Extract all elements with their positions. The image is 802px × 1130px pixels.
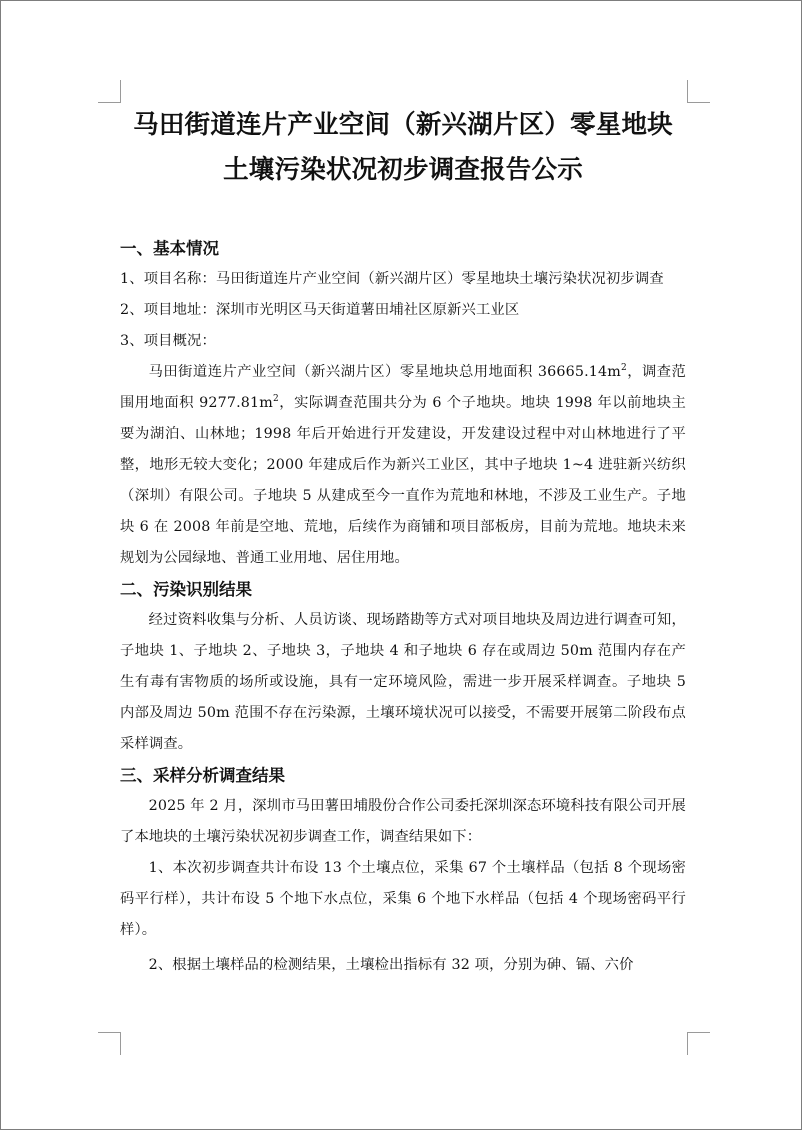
title-line-1: 马田街道连片产业空间（新兴湖片区）零星地块: [133, 110, 673, 140]
project-name: 1、项目名称：马田街道连片产业空间（新兴湖片区）零星地块土壤污染状况初步调查: [120, 271, 664, 287]
section-3-heading: 三、采样分析调查结果: [120, 766, 285, 785]
project-overview: 马田街道连片产业空间（新兴湖片区）零星地块总用地面积 $36665.14m^2$，调查范围用地面积 $9277.81m^2$，实际调查范围共分为 6 个子地块。地块 1998 年以前地块主要为湖泊、山林地；1998 年后开始进行开发建设，开发建设过程中对山林地进行了平整，地形无较大变化；2000 年建成后作为新兴工业区，其中子地块 1~4 进驻新兴纺织（深圳）有限公司。子地块 5 从建成至今一直作为荒地和林地，不涉及工业生产。子地块 6 在 2008 年前是空地、荒地，后续作为商铺和项目部板房，目前为荒地。地块未来规划为公园绿地、普通工业用地、居住用地。: [120, 363, 686, 566]
corner-mark-bottom-left: [98, 1032, 121, 1055]
corner-mark-top-left: [98, 80, 121, 103]
project-overview-label: 3、项目概况：: [120, 333, 216, 349]
section-1-heading: 一、基本情况: [120, 239, 219, 258]
section-2-heading: 二、污染识别结果: [120, 580, 252, 599]
sampling-result-2: 2、根据土壤样品的检测结果，土壤检出指标有 32 项，分别为砷、镉、六价: [148, 957, 634, 973]
sampling-result-1: 1、本次初步调查共计布设 13 个土壤点位，采集 67 个土壤样品（包括 8 个现场密码平行样），共计布设 5 个地下水点位，采集 6 个地下水样品（包括 4 个现场密码平行样）。: [120, 860, 686, 938]
project-address: 2、项目地址：深圳市光明区马天街道薯田埔社区原新兴工业区: [120, 302, 520, 318]
sampling-intro: 2025 年 2 月，深圳市马田薯田埔股份合作公司委托深圳深态环境科技有限公司开展了本地块的土壤污染状况初步调查工作，调查结果如下：: [120, 798, 686, 845]
document-body: [120, 100, 686, 981]
corner-mark-top-right: [687, 80, 710, 103]
document-title: [120, 103, 686, 193]
pollution-identification: 经过资料收集与分析、人员访谈、现场踏勘等方式对项目地块及周边进行调查可知，子地块 1、子地块 2、子地块 3，子地块 4 和子地块 6 存在或周边 50m 范围内存在产生有毒有害物质的场所或设施，具有一定环境风险，需进一步开展采样调查。子地块 5 内部及周边 50m 范围不存在污染源，土壤环境状况可以接受，不需要开展第二阶段布点采样调查。: [120, 612, 686, 752]
corner-mark-bottom-right: [687, 1032, 710, 1055]
title-line-2: 土壤污染状况初步调查报告公示: [223, 155, 583, 185]
